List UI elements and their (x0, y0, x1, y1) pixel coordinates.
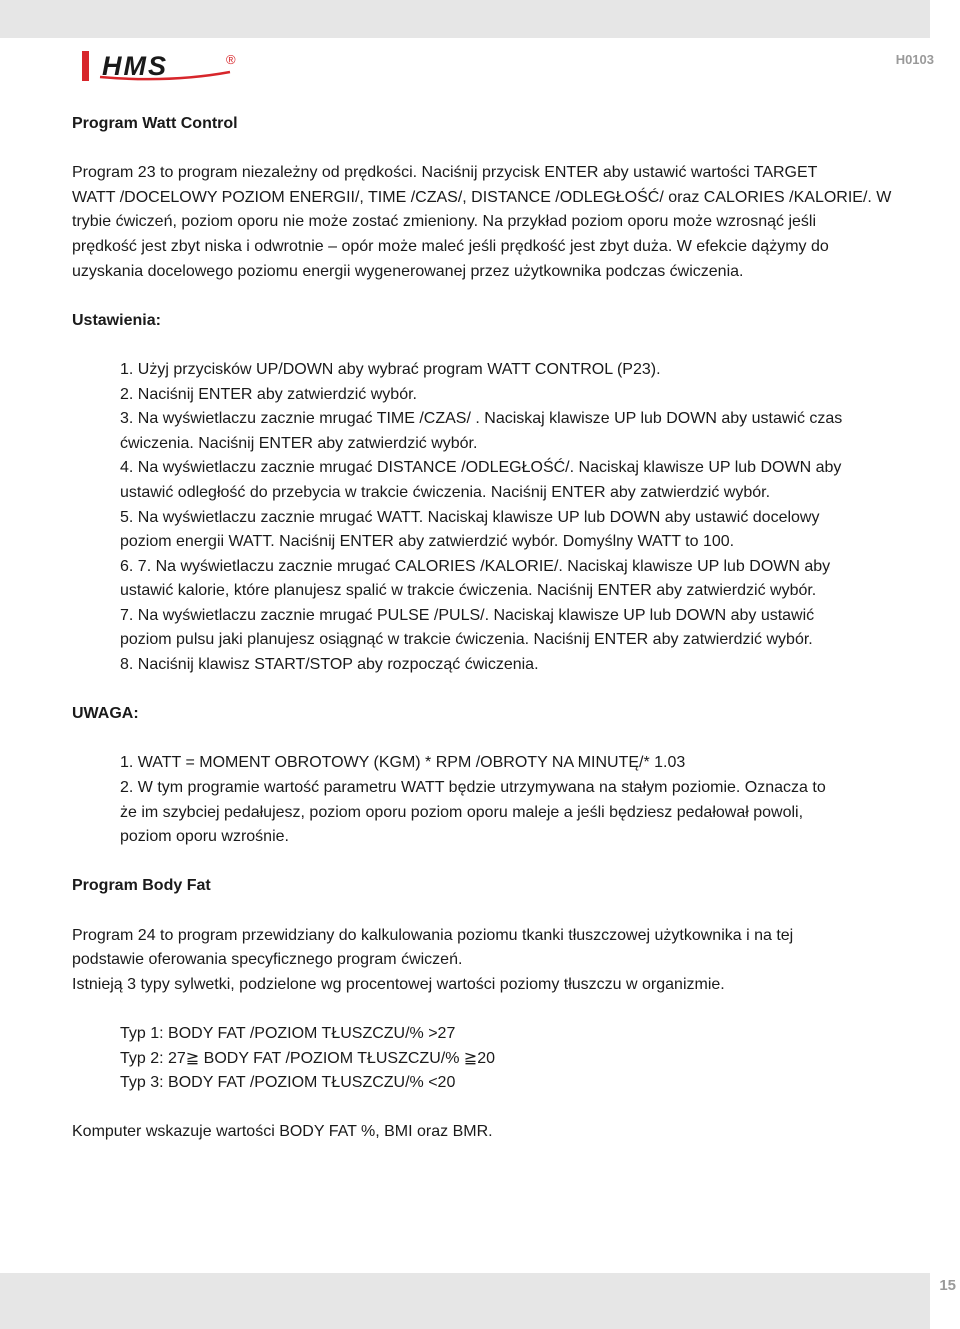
step-line: 8. Naciśnij klawisz START/STOP aby rozpocząć ćwiczenia. (120, 656, 539, 674)
watt-intro (72, 161, 938, 284)
notes-list (72, 751, 938, 849)
step-line: 1. Użyj przycisków UP/DOWN aby wybrać program WATT CONTROL (P23). (120, 360, 661, 378)
footer-band (0, 1273, 930, 1329)
note-title: UWAGA: (72, 705, 139, 723)
watt-intro-line: Program 23 to program niezależny od prędkości. Naciśnij przycisk ENTER aby ustawić wartości TARGET (72, 164, 818, 182)
bodyfat-summary: Komputer wskazuje wartości BODY FAT %, BMI oraz BMR. (72, 1123, 493, 1141)
logo-text: HMS (102, 51, 168, 81)
step-line: 6. 7. Na wyświetlaczu zacznie mrugać CALORIES /KALORIE/. Naciskaj klawisze UP lub DOWN aby (120, 557, 831, 575)
body-types-list (72, 1022, 938, 1096)
settings-steps (72, 358, 938, 678)
hms-logo (80, 50, 250, 82)
body-type-line: Typ 3: BODY FAT /POZIOM TŁUSZCZU/% <20 (120, 1074, 456, 1092)
note-line: 2. W tym programie wartość parametru WATT będzie utrzymywana na stałym poziomie. Oznacza to (120, 779, 826, 797)
bodyfat-intro-line: Program 24 to program przewidziany do kalkulowania poziomu tkanki tłuszczowej użytkownika i na tej (72, 926, 794, 944)
note-line: poziom oporu wzrośnie. (120, 828, 289, 846)
bodyfat-intro (72, 924, 938, 998)
note-line: że im szybciej pedałujesz, poziom oporu poziom oporu maleje a jeśli będziesz pedałował powoli, (120, 803, 804, 821)
watt-intro-line: WATT /DOCELOWY POZIOM ENERGII/, TIME /CZAS/, DISTANCE /ODLEGŁOŚĆ/ oraz CALORIES /KALORIE/. W (72, 188, 892, 206)
settings-title: Ustawienia: (72, 311, 161, 329)
body-type-line: Typ 2: 27≧ BODY FAT /POZIOM TŁUSZCZU/% ≧20 (120, 1049, 496, 1067)
step-line: 3. Na wyświetlaczu zacznie mrugać TIME /CZAS/ . Naciskaj klawisze UP lub DOWN aby ustawić czas (120, 410, 843, 428)
step-line: poziom pulsu jaki planujesz osiągnąć w trakcie ćwiczenia. Naciśnij ENTER aby zatwierdzić wybór. (120, 631, 813, 649)
header-band (0, 0, 930, 38)
registered-mark: ® (226, 52, 236, 67)
step-line: ustawić odległość do przebycia w trakcie ćwiczenia. Naciśnij ENTER aby zatwierdzić wybór. (120, 483, 771, 501)
bodyfat-intro-line: Istnieją 3 typy sylwetki, podzielone wg procentowej wartości poziomy tłuszczu w organizmie. (72, 975, 725, 993)
note-line: 1. WATT = MOMENT OBROTOWY (KGM) * RPM /OBROTY NA MINUTĘ/* 1.03 (120, 754, 686, 772)
step-line: 2. Naciśnij ENTER aby zatwierdzić wybór. (120, 385, 417, 403)
step-line: ustawić kalorie, które planujesz spalić w trakcie ćwiczenia. Naciśnij ENTER aby zatwierdzić wybór. (120, 582, 817, 600)
step-line: 7. Na wyświetlaczu zacznie mrugać PULSE /PULS/. Naciskaj klawisze UP lub DOWN aby ustawić (120, 606, 815, 624)
step-line: 5. Na wyświetlaczu zacznie mrugać WATT. Naciskaj klawisze UP lub DOWN aby ustawić docelowy (120, 508, 820, 526)
watt-intro-line: prędkość jest zbyt niska i odwrotnie – opór może maleć jeśli prędkość jest zbyt duża. W efekcie dążymy do (72, 237, 829, 255)
body-type-line: Typ 1: BODY FAT /POZIOM TŁUSZCZU/% >27 (120, 1024, 456, 1042)
watt-intro-line: trybie ćwiczeń, poziom oporu nie może zostać zmieniony. Na przykład poziom oporu może wzrosnąć jeśli (72, 213, 817, 231)
page-number: 15 (939, 1277, 956, 1294)
bodyfat-title: Program Body Fat (72, 877, 211, 895)
bodyfat-intro-line: podstawie oferowania specyficznego program ćwiczeń. (72, 951, 463, 969)
watt-intro-line: uzyskania docelowego poziomu energii wygenerowanej przez użytkownika podczas ćwiczenia. (72, 262, 744, 280)
doc-code: H0103 (895, 52, 934, 67)
step-line: ćwiczenia. Naciśnij ENTER aby zatwierdzić wybór. (120, 434, 478, 452)
step-line: 4. Na wyświetlaczu zacznie mrugać DISTANCE /ODLEGŁOŚĆ/. Naciskaj klawisze UP lub DOWN aby (120, 459, 842, 477)
watt-title: Program Watt Control (72, 115, 238, 132)
page-content (72, 112, 938, 1145)
step-line: poziom energii WATT. Naciśnij ENTER aby zatwierdzić wybór. Domyślny WATT to 100. (120, 533, 735, 551)
